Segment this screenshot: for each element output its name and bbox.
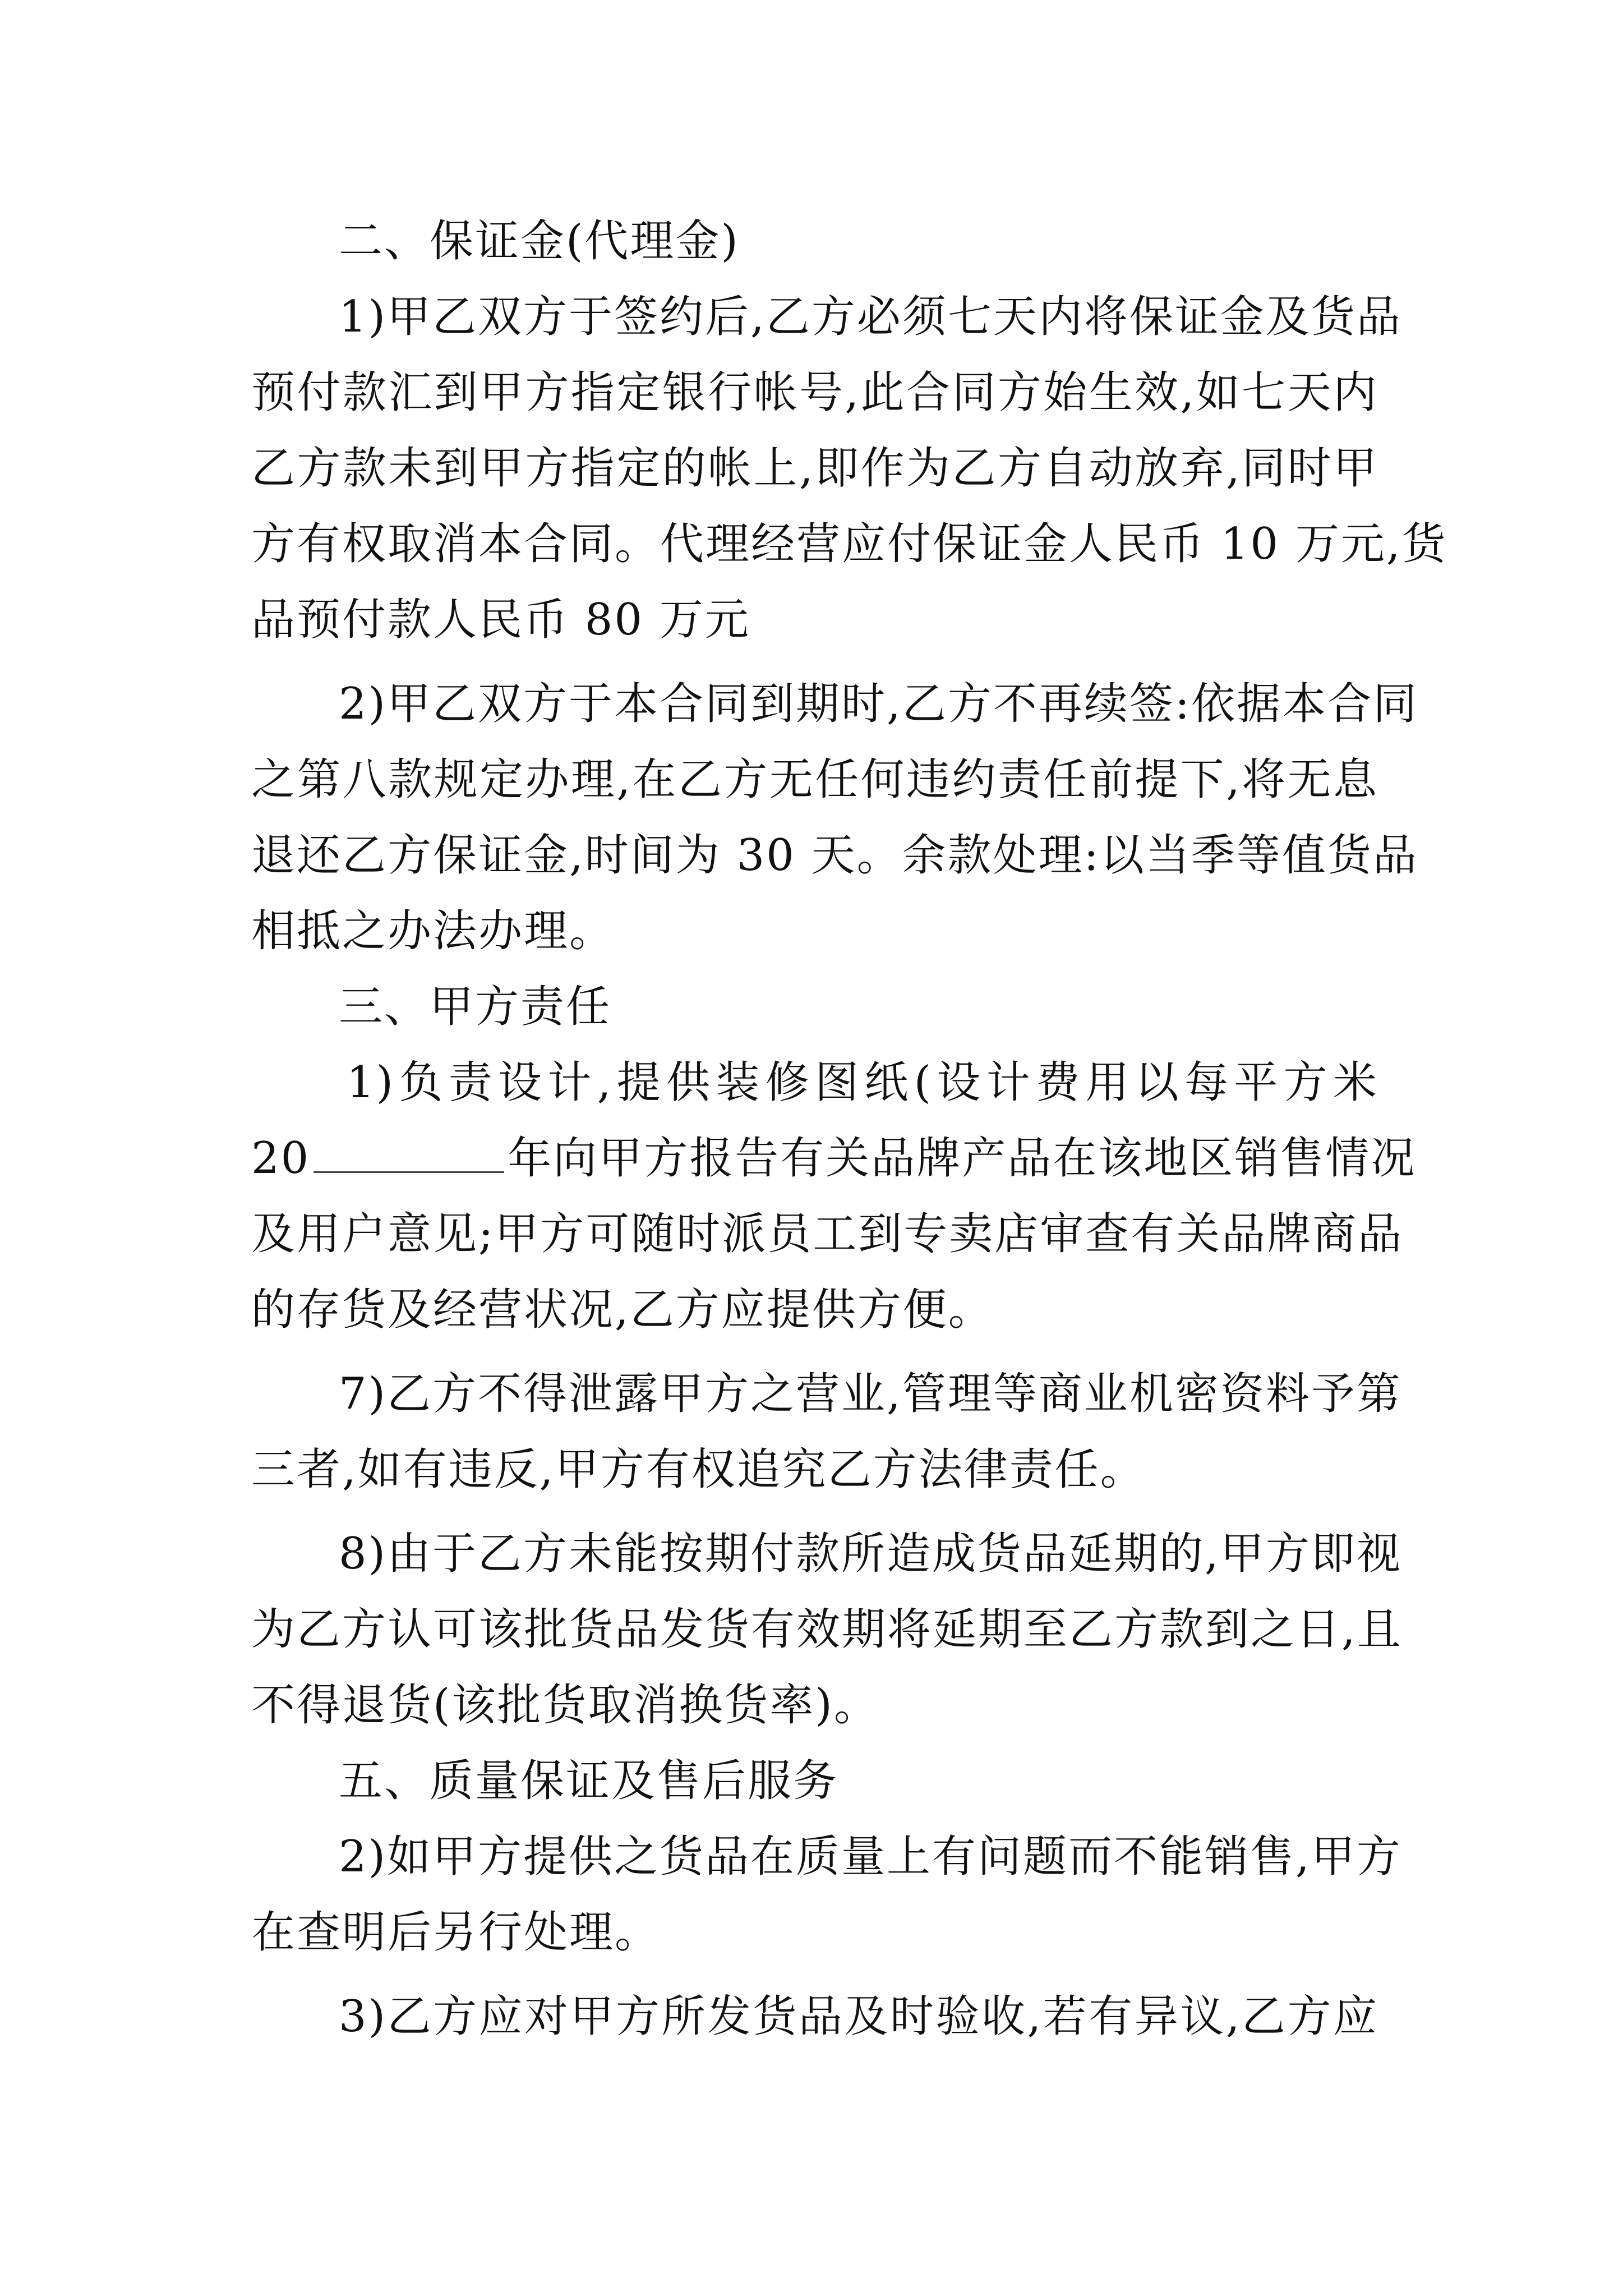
section-heading-quality: 五、质量保证及售后服务 bbox=[339, 1756, 839, 1806]
paragraph-line: 相抵之办法办理。 bbox=[251, 906, 615, 956]
paragraph-line: 2)如甲方提供之货品在质量上有问题而不能销售,甲方 bbox=[339, 1832, 1402, 1882]
year-suffix-text: 年向甲方报告有关品牌产品在该地区销售情况 bbox=[508, 1133, 1417, 1184]
paragraph-line: 及用户意见;甲方可随时派员工到专卖店审查有关品牌商品 bbox=[251, 1209, 1404, 1259]
paragraph-line: 预付款汇到甲方指定银行帐号,此合同方始生效,如七天内 bbox=[251, 367, 1378, 418]
fill-in-blank bbox=[313, 1132, 504, 1173]
paragraph-line: 不得退货(该批货取消换货率)。 bbox=[251, 1680, 879, 1731]
paragraph-line-with-blank bbox=[251, 1130, 1417, 1186]
paragraph-line: 乙方款未到甲方指定的帐上,即作为乙方自动放弃,同时甲 bbox=[251, 443, 1378, 494]
year-prefix: 20 bbox=[251, 1133, 311, 1184]
paragraph-line: 为乙方认可该批货品发货有效期将延期至乙方款到之日,且 bbox=[251, 1604, 1403, 1655]
paragraph-line: 退还乙方保证金,时间为 30 天。余款处理:以当季等值货品 bbox=[251, 830, 1418, 881]
paragraph-line: 的存货及经营状况,乙方应提供方便。 bbox=[251, 1285, 994, 1335]
paragraph-line: 在查明后另行处理。 bbox=[251, 1907, 661, 1958]
paragraph-line: 8)由于乙方未能按期付款所造成货品延期的,甲方即视 bbox=[339, 1529, 1402, 1579]
section-heading-party-a-duties: 三、甲方责任 bbox=[339, 982, 612, 1032]
paragraph-line: 2)甲乙双方于本合同到期时,乙方不再续签:依据本合同 bbox=[339, 679, 1419, 729]
paragraph-line: 1)负责设计,提供装修图纸(设计费用以每平方米 bbox=[347, 1057, 1378, 1108]
paragraph-line: 三者,如有违反,甲方有权追究乙方法律责任。 bbox=[251, 1444, 1146, 1495]
paragraph-line: 品预付款人民币 80 万元 bbox=[251, 595, 750, 645]
paragraph-line: 7)乙方不得泄露甲方之营业,管理等商业机密资料予第 bbox=[339, 1369, 1402, 1419]
paragraph-line: 方有权取消本合同。代理经营应付保证金人民币 10 万元,货 bbox=[251, 519, 1447, 569]
paragraph-line: 1)甲乙双方于签约后,乙方必须七天内将保证金及货品 bbox=[339, 292, 1402, 342]
section-heading-deposit: 二、保证金(代理金) bbox=[339, 216, 740, 266]
paragraph-line: 3)乙方应对甲方所发货品及时验收,若有异议,乙方应 bbox=[339, 1991, 1378, 2042]
paragraph-line: 之第八款规定办理,在乙方无任何违约责任前提下,将无息 bbox=[251, 754, 1378, 805]
